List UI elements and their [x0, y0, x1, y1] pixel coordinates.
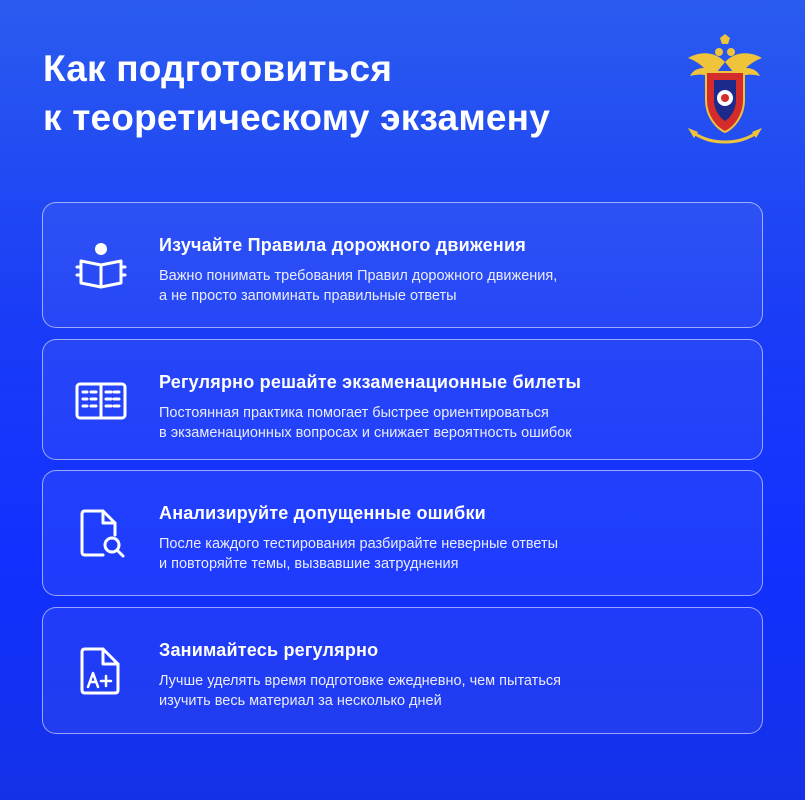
card-description: После каждого тестирования разбирайте неверные ответы и повторяйте темы, вызвавшие затруднения — [159, 536, 559, 572]
police-emblem-icon — [684, 32, 766, 148]
card-description: Постоянная практика помогает быстрее ориентироваться в экзаменационных вопросах и снижает вероятность ошибок — [159, 405, 572, 441]
title-line-1: Как подготовиться — [43, 48, 393, 89]
card-description: Лучше уделять время подготовке ежедневно, чем пытаться изучить весь материал за несколько дней — [159, 673, 561, 709]
card-heading: Занимайтесь регулярно — [159, 640, 379, 660]
title-line-2: к теоретическому экзамену — [43, 97, 550, 138]
card-heading: Анализируйте допущенные ошибки — [159, 503, 486, 523]
reading-person-icon — [73, 237, 129, 293]
open-book-icon — [73, 372, 129, 428]
card-solve-tickets — [42, 339, 763, 460]
page-title — [43, 44, 550, 142]
document-search-icon — [73, 505, 129, 561]
card-study-rules — [42, 202, 763, 328]
card-study-regularly — [42, 607, 763, 734]
card-heading: Регулярно решайте экзаменационные билеты — [159, 372, 582, 392]
card-heading: Изучайте Правила дорожного движения — [159, 235, 526, 255]
card-analyze-mistakes — [42, 470, 763, 596]
card-description: Важно понимать требования Правил дорожного движения, а не просто запоминать правильные ответы — [159, 268, 558, 304]
document-grade-icon — [73, 643, 129, 699]
